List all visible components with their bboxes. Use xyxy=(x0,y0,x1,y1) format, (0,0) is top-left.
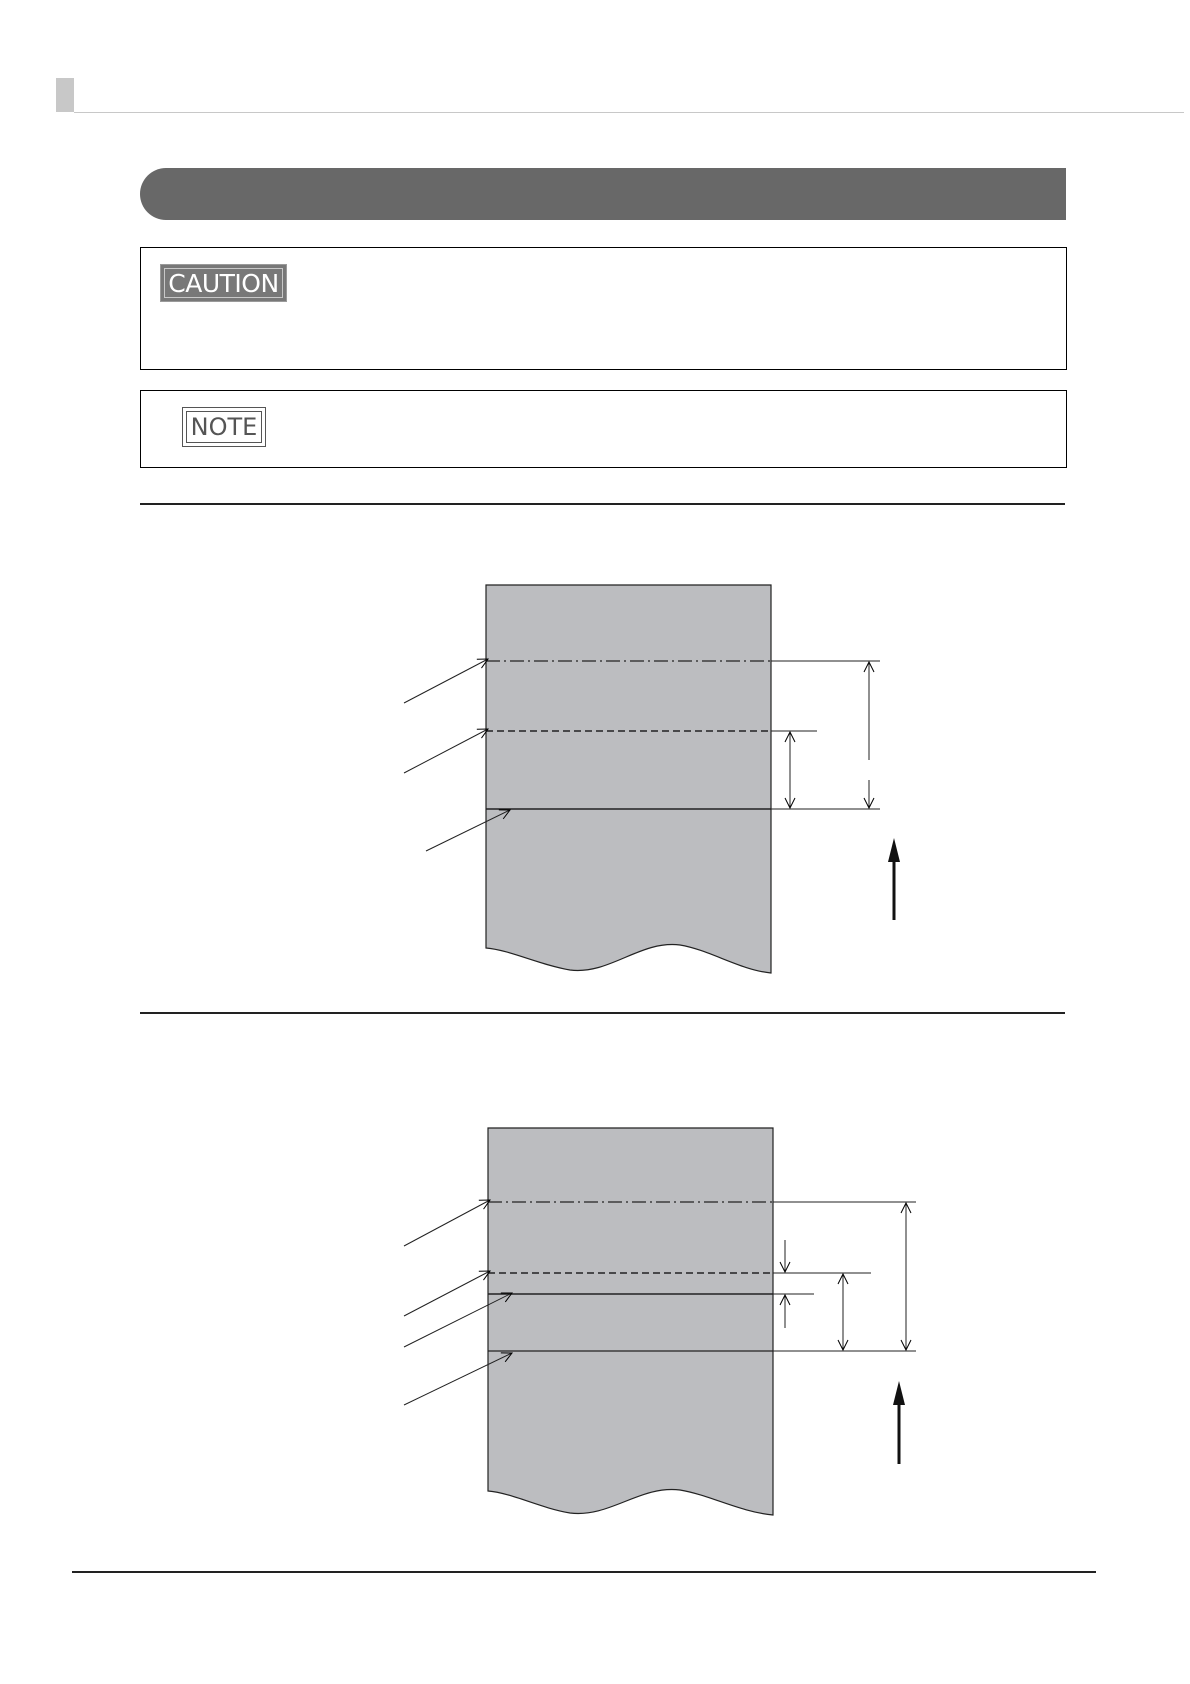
paper-sheet xyxy=(486,585,771,973)
leader-arrow xyxy=(404,729,488,773)
leader-arrow xyxy=(404,1200,490,1246)
leader-arrow xyxy=(404,659,488,703)
header-rule xyxy=(74,112,1184,113)
figure-2-diagram xyxy=(380,1110,940,1530)
leader-arrow xyxy=(404,1271,490,1316)
header-tab-marker xyxy=(56,78,74,112)
section-title-bar xyxy=(140,168,1066,220)
note-label: NOTE xyxy=(190,413,258,441)
footer-rule xyxy=(72,1571,1096,1573)
figure-2-rule xyxy=(140,1012,1065,1014)
caution-label: CAUTION xyxy=(168,268,279,298)
caution-badge xyxy=(160,264,287,302)
figure-1-diagram xyxy=(380,570,920,990)
feed-direction-arrow xyxy=(893,1381,905,1464)
note-badge xyxy=(182,407,266,447)
note-box xyxy=(140,390,1067,468)
caution-box xyxy=(140,247,1067,370)
paper-sheet xyxy=(488,1128,773,1515)
feed-direction-arrow xyxy=(888,838,900,920)
figure-1-rule xyxy=(140,503,1065,505)
